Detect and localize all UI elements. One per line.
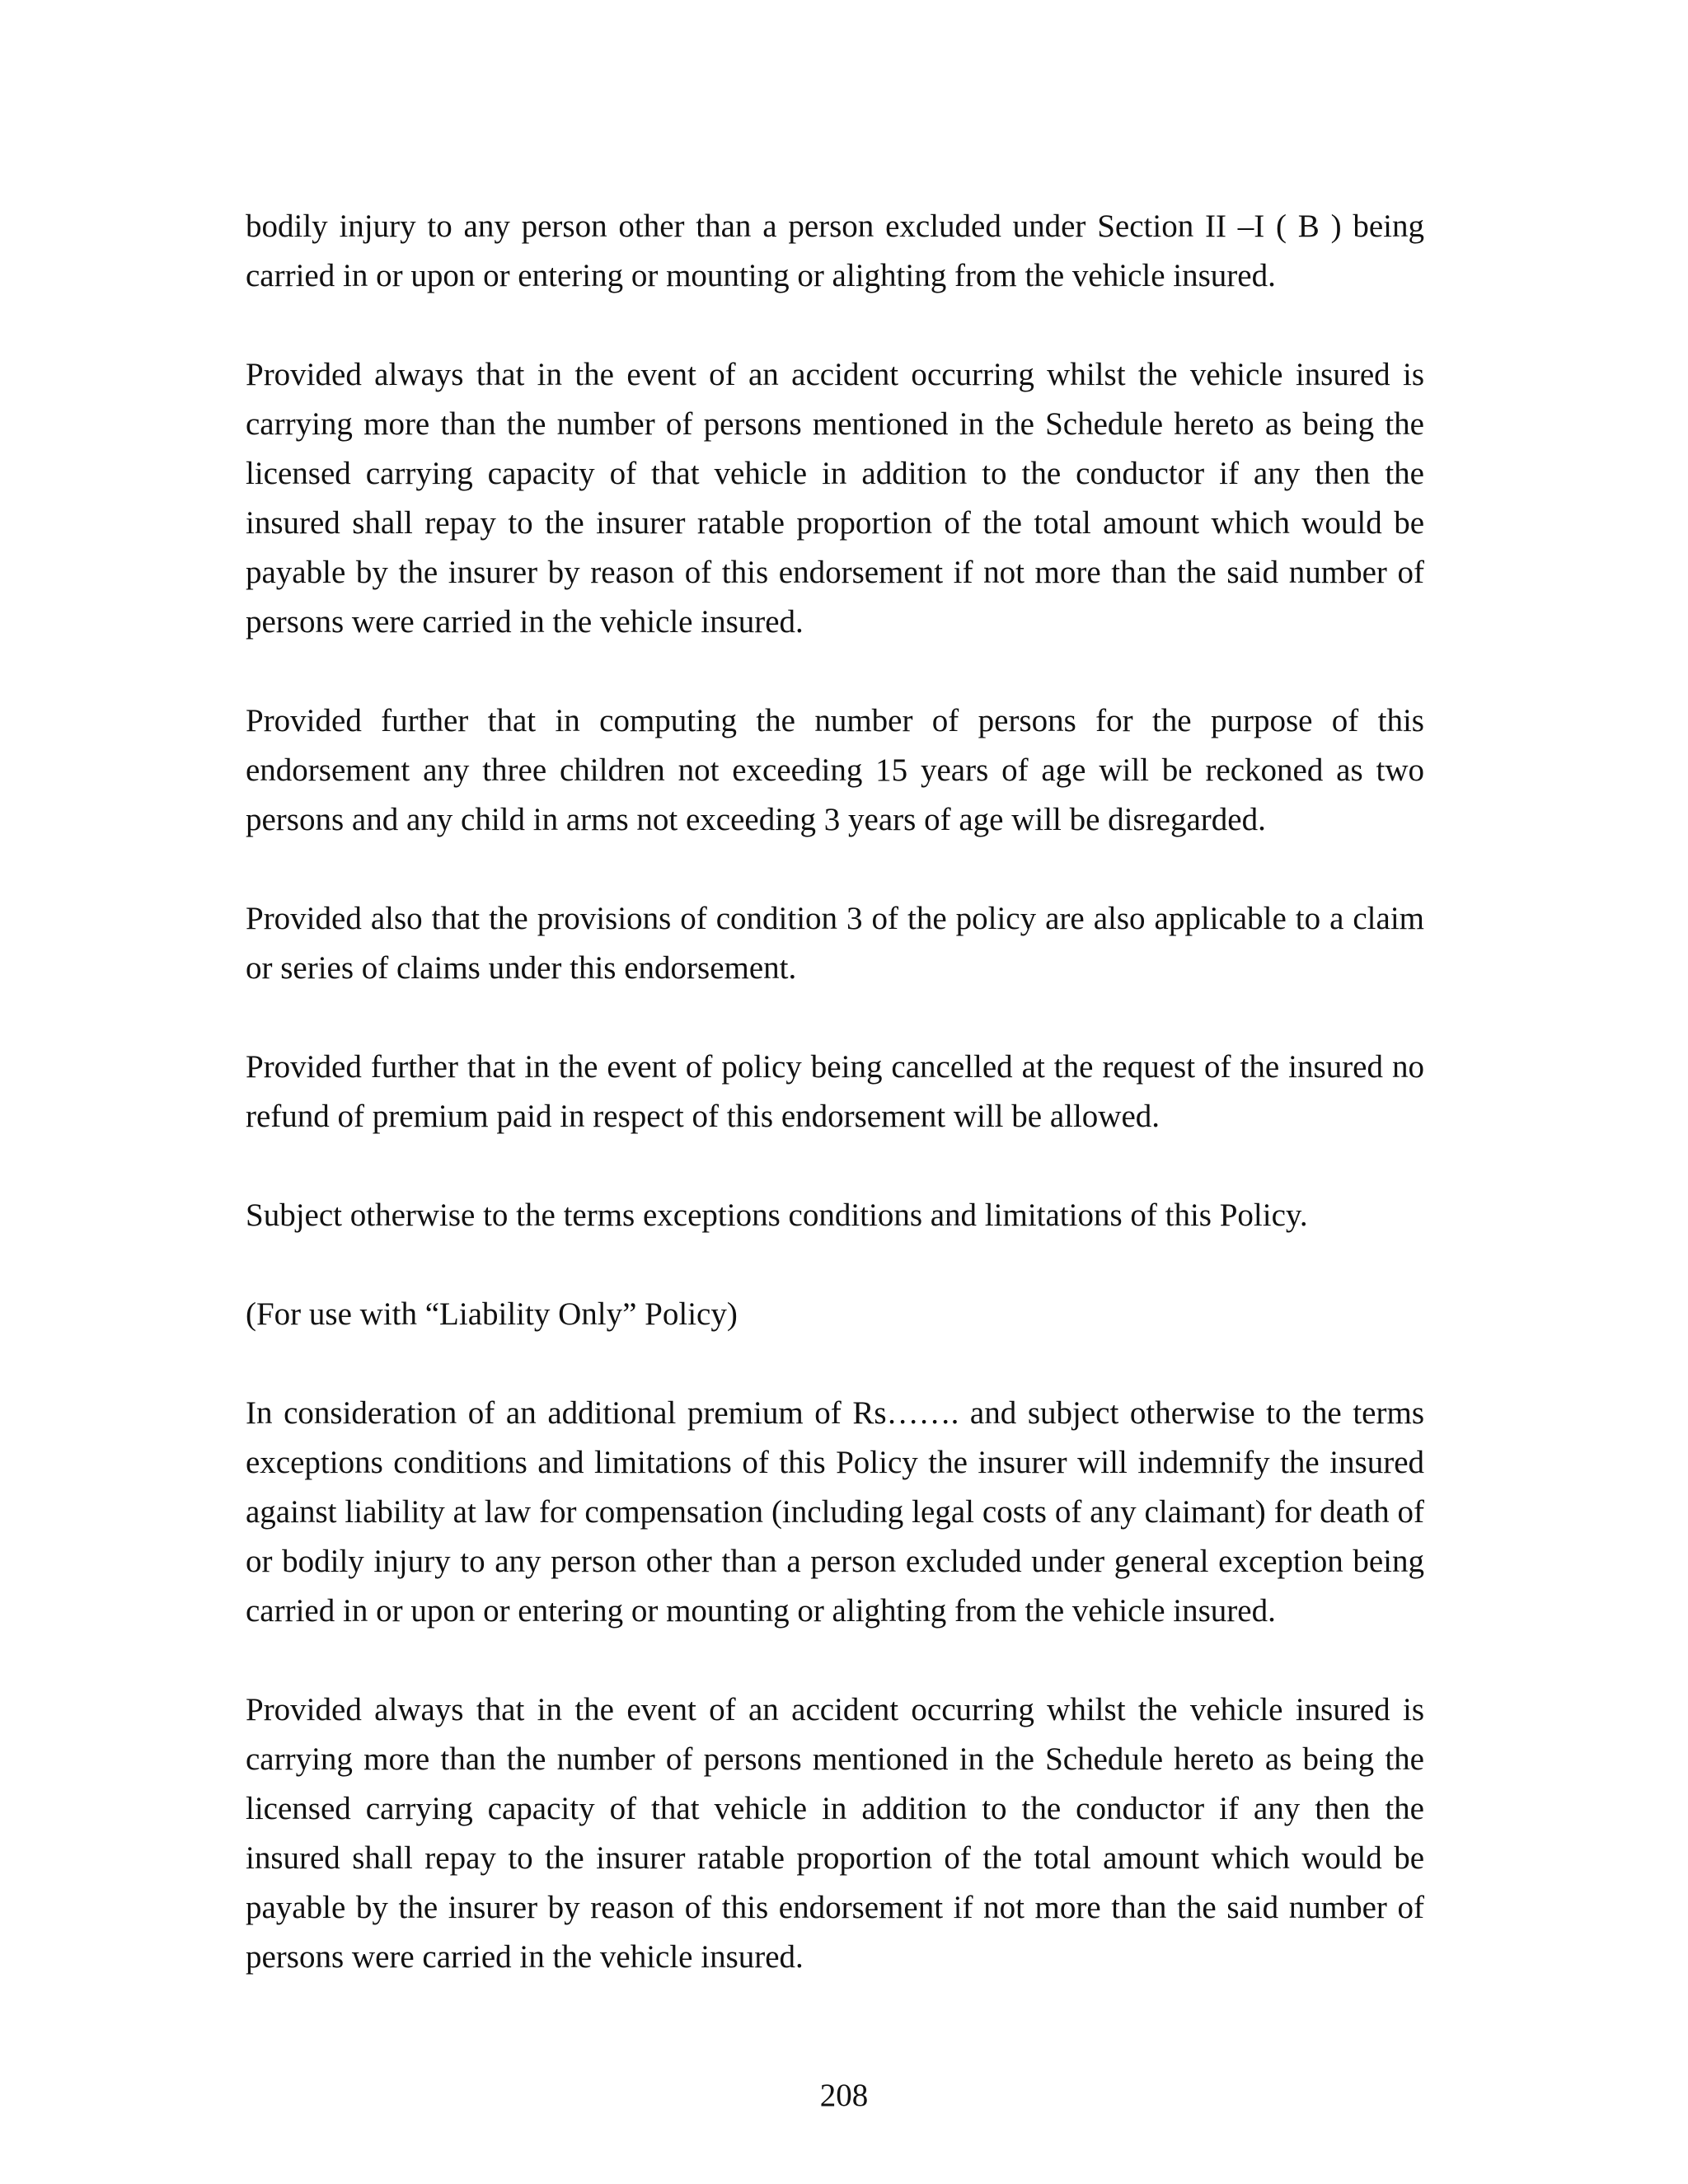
paragraph-provided-always: Provided always that in the event of an accident occurring whilst the vehicle insured is carrying more than the number of persons mentioned in the Schedule hereto as being the licensed carrying capacity of that vehicle in addition to the conductor if any then the insured shall repay to the insurer ratable proportion of the total amount which would be payable by the insurer by reason of this endorsement if not more than the said number of persons were carried in the vehicle insured. (246, 357, 1424, 640)
paragraph-bodily-injury: bodily injury to any person other than a person excluded under Section II –I ( B ) being carried in or upon or entering or mounting or alighting from the vehicle insured. (246, 209, 1424, 293)
page-body (246, 202, 1424, 2032)
paragraph-provided-always-repeat: Provided always that in the event of an accident occurring whilst the vehicle insured is carrying more than the number of persons mentioned in the Schedule hereto as being the licensed carrying capacity of that vehicle in addition to the conductor if any then the insured shall repay to the insurer ratable proportion of the total amount which would be payable by the insurer by reason of this endorsement if not more than the said number of persons were carried in the vehicle insured. (246, 1692, 1424, 1975)
paragraph-subject-otherwise: Subject otherwise to the terms exceptions conditions and limitations of this Policy. (246, 1197, 1308, 1233)
paragraph-provided-further-refund: Provided further that in the event of policy being cancelled at the request of the insured no refund of premium paid in respect of this endorsement will be allowed. (246, 1049, 1424, 1134)
paragraph-liability-only-heading: (For use with “Liability Only” Policy) (246, 1296, 738, 1332)
paragraph-provided-further-children: Provided further that in computing the number of persons for the purpose of this endorsement any three children not exceeding 15 years of age will be reckoned as two persons and any child in arms not exceeding 3 years of age will be disregarded. (246, 703, 1424, 837)
page-number: 208 (819, 2078, 869, 2113)
paragraph-provided-also: Provided also that the provisions of condition 3 of the policy are also applicable to a claim or series of claims under this endorsement. (246, 901, 1424, 986)
paragraph-in-consideration: In consideration of an additional premium of Rs……. and subject otherwise to the terms exceptions conditions and limitations of this Policy the insurer will indemnify the insured against liability at law for compensation (including legal costs of any claimant) for death of or bodily injury to any person other than a person excluded under general exception being carried in or upon or entering or mounting or alighting from the vehicle insured. (246, 1395, 1424, 1629)
